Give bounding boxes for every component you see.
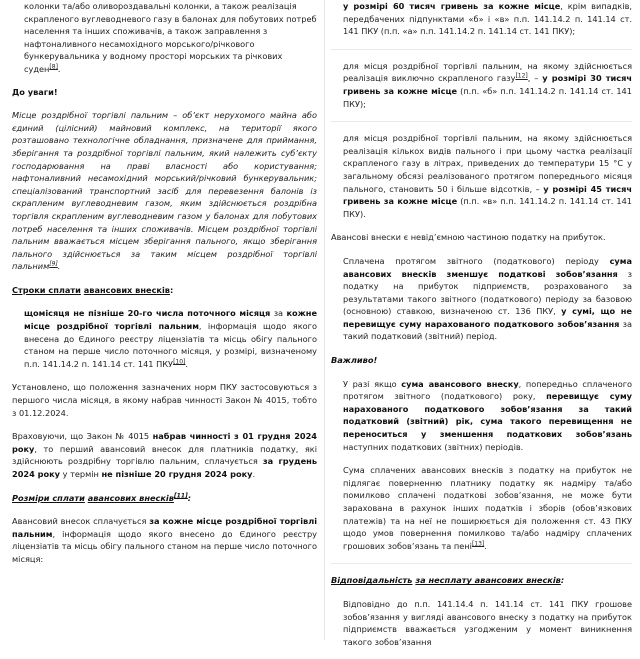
divider-line — [331, 563, 632, 564]
definition-paragraph: Місце роздрібної торгівлі пальним – об’єкт нерухомого майна або єдиний (цілісний) майновий комплекс, на території якого розташовано технологічне обладнання, призначене для приймання, зберігання та роздрібної торгівлі пальним, який належить суб’єкту господарювання на праві власності або користування; нафтоналивний несамохідний морський/річковий бункерувальник; спеціалізований транспортний засіб для перевезення балонів із скрапленим вуглеводневим газом, яким здійснюється роздрібна торгівля скрапленим вуглеводневим газом у балонах для побутових потреб населення та інших споживачів. Місцем роздрібної торгівлі пальним вважається місцем зберігання пального, якщо зберігання пального здійснюється за таким місцем роздрібної торгівлі пальним[9]. — [12, 110, 317, 272]
size-item-30k: для місця роздрібної торгівлі пальним, на якому здійснюється реалізація виключно скрапленого газу[12], – у розмірі 30 тисяч гривень за кожне місце (п.п. «б» п.п. 141.14.2 п. 141.14 ст. 141 ПКУ); — [343, 60, 632, 109]
sizes-heading: Розміри сплати авансових внесків[11]: — [12, 491, 192, 503]
according-paragraph: Відповідно до п.п. 141.14.4 п. 141.14 ст. 141 ПКУ грошове зобов’язання у вигляді авансового внеску з податку на прибуток підприємств вважається узгодженим у момент виникнення такого зобов’язання — [343, 598, 632, 647]
liability-heading: Відповідальність за несплату авансових внесків: — [331, 575, 565, 586]
terms-heading: Строки сплати авансових внесків: — [12, 284, 174, 295]
considering-paragraph: Враховуючи, що Закон № 4015 набрав чинності з 01 грудня 2024 року, то перший авансовий внесок для платників податку, які здійснюють роздрібну торгівлю пальним, сплачується за грудень 2024 року у термін не пізніше 20 грудня 2024 року. — [12, 431, 317, 479]
advance-payments-sizes-link[interactable]: авансових внесків — [87, 492, 174, 503]
case-paragraph: У разі якщо сума авансового внеску, попередньо сплаченого протягом звітного (податкового) року, перевищує суму нарахованого податкового зобов’язання за такий податковий (звітний) рік, сума такого перевищення не переноситься у зменшення податкових зобов’язань наступних податкових (звітних) періодів. — [343, 378, 633, 452]
column-divider — [324, 0, 325, 640]
sum-paid-paragraph: Сума сплачених авансових внесків з податку на прибуток не підлягає поверненню платнику податку як надміру та/або помилково сплачені податкові зобов’язання, не може бути зарахована в рахунок інших податків і зборів (обов’язкових платежів) та на неї не поширюється дія положення ст. 43 ПКУ щодо умов повернення помилково та/або надміру сплачених грошових зобов’язань та пені[13]. — [343, 465, 632, 551]
nonpayment-link[interactable]: за несплату авансових внесків — [415, 575, 561, 586]
footnote-link-11[interactable]: [11] — [173, 491, 188, 499]
footnote-link-12[interactable]: [12] — [515, 72, 528, 80]
left-column — [12, 0, 317, 577]
important-heading: Важливо! — [331, 355, 378, 366]
divider-line — [331, 49, 632, 50]
paid-paragraph: Сплачена протягом звітного (податкового) періоду сума авансових внесків зменшує податкові зобов’язання з податку на прибуток підприємств, розрахованого за результатами такого звітного (податкового) періоду за базовою (основною) ставкою, визначеною ст. 136 ПКУ, у сумі, що не перевищує суму нарахованого податкового зобов’язання за такий податковий (звітний) період. — [343, 255, 632, 342]
size-item-45k: для місця роздрібної торгівлі пальним, на якому здійснюється реалізація кількох видів пального і при цьому частка реалізації скрапленого газу в літрах, приведених до температури 15 °С у загальному обсязі реалізованого протягом попереднього місяця пального, становить 50 і більше відсотків, – у розмірі 45 тисяч гривень за кожне місце (п.п. «в» п.п. 141.14.2 п. 141.14 ст. 141 ПКУ). — [343, 133, 633, 219]
advance-payments-link[interactable]: авансових внесків — [83, 284, 170, 295]
size-item-60k: у розмірі 60 тисяч гривень за кожне місце, крім випадків, передбачених підпунктами «б» і «в» п.п. 141.14.2 п. 141.14 ст. 141 ПКУ (п.п. «а» п.п. 141.14.2 п. 141.14 ст. 141 ПКУ); — [343, 1, 633, 37]
footnote-link-10[interactable]: [10] — [173, 358, 186, 366]
paragraph-retail-definition-end: колонки та/або оливороздавальні колонки, а також реалізація скрапленого вуглеводневого газу в балонах для побутових потреб населення та інших споживачів, а також заправлення з нафтоналивного несамохідного морського/річкового бункерувальника у водному просторі морських та річкових суден[8]. — [24, 1, 317, 74]
right-column — [331, 0, 632, 659]
terms-paragraph: щомісяця не пізніше 20-го числа поточного місяця за кожне місце роздрібної торгівлі пальним, інформація щодо якого внесена до Єдиного реєстру ліцензіатів та місць обігу пального станом на перше число поточного місяця, у розмірі, визначеному п.п. 141.14.2 п. 141.14 ст. 141 ПКУ[10]. — [24, 308, 317, 369]
attention-heading: До уваги! — [12, 86, 58, 97]
nonrefundable-paragraph: Авансові внески є невід’ємною частиною податку на прибуток. — [331, 232, 606, 243]
footnote-link-13[interactable]: [13] — [471, 540, 485, 548]
divider-line — [331, 121, 632, 122]
footnote-link-8[interactable]: [8] — [49, 63, 58, 71]
sizes-paragraph: Авансовий внесок сплачується за кожне місце роздрібної торгівлі пальним, інформація щодо якого внесено до Єдиного реєстру ліцензіатів та місць обігу пального станом на перше число поточного місяця: — [12, 516, 317, 564]
text: колонки та/або оливороздавальні колонки, а також реалізація скрапленого вуглеводневого газу в балонах для побутових потреб населення та інших споживачів, а також заправлення з нафтоналивного несамохідного морського/річкового бункерувальника у водному просторі морських та річкових суден — [24, 1, 317, 74]
established-paragraph: Установлено, що положення зазначених норм ПКУ застосовуються з першого числа місяця, в якому набрав чинності Закон № 4015, тобто з 01.12.2024. — [12, 382, 317, 418]
footnote-link-9[interactable]: [9] — [49, 260, 58, 268]
